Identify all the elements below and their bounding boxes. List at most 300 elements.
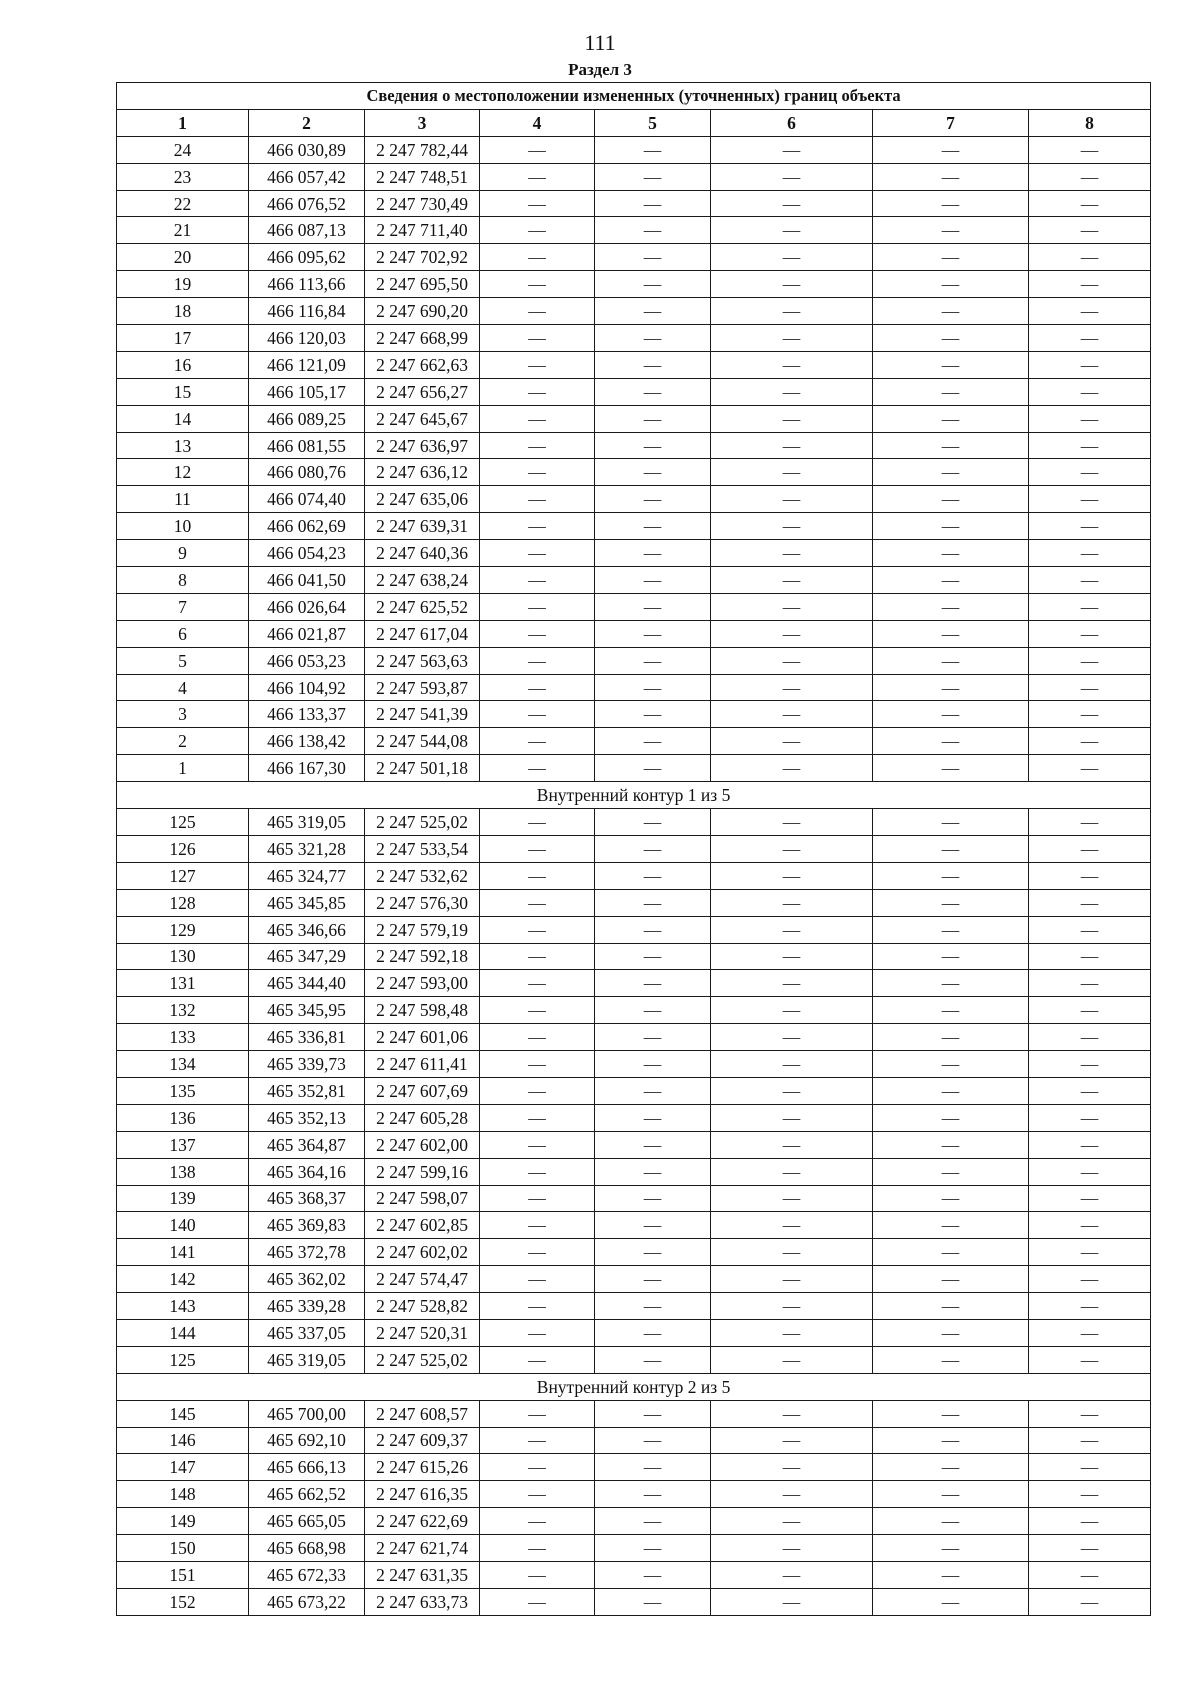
empty-value-cell: — <box>1029 1508 1151 1535</box>
empty-value-cell: — <box>711 997 873 1024</box>
table-row <box>117 271 1151 298</box>
empty-value-cell: — <box>1029 1239 1151 1266</box>
y-coordinate-cell: 2 247 782,44 <box>365 136 480 163</box>
empty-value-cell: — <box>1029 728 1151 755</box>
empty-value-cell: — <box>873 190 1029 217</box>
empty-value-cell: — <box>711 862 873 889</box>
empty-value-cell: — <box>595 620 711 647</box>
empty-value-cell: — <box>480 378 595 405</box>
point-number-cell: 152 <box>117 1588 249 1615</box>
empty-value-cell: — <box>595 513 711 540</box>
empty-value-cell: — <box>873 486 1029 513</box>
y-coordinate-cell: 2 247 616,35 <box>365 1481 480 1508</box>
empty-value-cell: — <box>480 298 595 325</box>
y-coordinate-cell: 2 247 501,18 <box>365 755 480 782</box>
empty-value-cell: — <box>711 405 873 432</box>
y-coordinate-cell: 2 247 563,63 <box>365 647 480 674</box>
point-number-cell: 137 <box>117 1131 249 1158</box>
x-coordinate-cell: 465 324,77 <box>249 862 365 889</box>
empty-value-cell: — <box>873 1239 1029 1266</box>
empty-value-cell: — <box>873 1481 1029 1508</box>
empty-value-cell: — <box>711 1239 873 1266</box>
empty-value-cell: — <box>1029 1266 1151 1293</box>
empty-value-cell: — <box>480 432 595 459</box>
empty-value-cell: — <box>480 674 595 701</box>
empty-value-cell: — <box>873 1266 1029 1293</box>
table-row <box>117 593 1151 620</box>
y-coordinate-cell: 2 247 690,20 <box>365 298 480 325</box>
empty-value-cell: — <box>595 1131 711 1158</box>
x-coordinate-cell: 466 104,92 <box>249 674 365 701</box>
empty-value-cell: — <box>480 1400 595 1427</box>
x-coordinate-cell: 466 076,52 <box>249 190 365 217</box>
table-row <box>117 1239 1151 1266</box>
point-number-cell: 142 <box>117 1266 249 1293</box>
empty-value-cell: — <box>480 889 595 916</box>
table-body <box>117 136 1151 1615</box>
table-row <box>117 405 1151 432</box>
point-number-cell: 144 <box>117 1319 249 1346</box>
contour-row <box>117 782 1151 809</box>
empty-value-cell: — <box>595 1346 711 1373</box>
section-title: Раздел 3 <box>568 60 632 79</box>
empty-value-cell: — <box>1029 378 1151 405</box>
empty-value-cell: — <box>873 136 1029 163</box>
empty-value-cell: — <box>873 1319 1029 1346</box>
empty-value-cell: — <box>711 432 873 459</box>
table-row <box>117 970 1151 997</box>
table-row <box>117 1131 1151 1158</box>
point-number-cell: 11 <box>117 486 249 513</box>
empty-value-cell: — <box>595 1239 711 1266</box>
table-row <box>117 217 1151 244</box>
contour-label: Внутренний контур 1 из 5 <box>117 782 1151 809</box>
empty-value-cell: — <box>1029 217 1151 244</box>
empty-value-cell: — <box>711 1104 873 1131</box>
empty-value-cell: — <box>873 943 1029 970</box>
empty-value-cell: — <box>873 244 1029 271</box>
empty-value-cell: — <box>873 217 1029 244</box>
table-row <box>117 1024 1151 1051</box>
empty-value-cell: — <box>480 1561 595 1588</box>
table-row <box>117 1266 1151 1293</box>
table-row <box>117 298 1151 325</box>
empty-value-cell: — <box>595 217 711 244</box>
table-row <box>117 1427 1151 1454</box>
empty-value-cell: — <box>873 674 1029 701</box>
empty-value-cell: — <box>1029 163 1151 190</box>
y-coordinate-cell: 2 247 695,50 <box>365 271 480 298</box>
point-number-cell: 13 <box>117 432 249 459</box>
page-number: 111 <box>584 30 616 55</box>
empty-value-cell: — <box>711 513 873 540</box>
empty-value-cell: — <box>873 513 1029 540</box>
empty-value-cell: — <box>595 325 711 352</box>
y-coordinate-cell: 2 247 711,40 <box>365 217 480 244</box>
empty-value-cell: — <box>711 1293 873 1320</box>
empty-value-cell: — <box>480 997 595 1024</box>
empty-value-cell: — <box>711 1212 873 1239</box>
empty-value-cell: — <box>480 1454 595 1481</box>
y-coordinate-cell: 2 247 601,06 <box>365 1024 480 1051</box>
y-coordinate-cell: 2 247 635,06 <box>365 486 480 513</box>
empty-value-cell: — <box>595 1077 711 1104</box>
empty-value-cell: — <box>1029 1588 1151 1615</box>
empty-value-cell: — <box>711 298 873 325</box>
empty-value-cell: — <box>873 1454 1029 1481</box>
empty-value-cell: — <box>480 728 595 755</box>
empty-value-cell: — <box>1029 567 1151 594</box>
x-coordinate-cell: 466 105,17 <box>249 378 365 405</box>
y-coordinate-cell: 2 247 636,97 <box>365 432 480 459</box>
empty-value-cell: — <box>595 1508 711 1535</box>
table-row <box>117 1212 1151 1239</box>
table-row <box>117 1319 1151 1346</box>
empty-value-cell: — <box>1029 916 1151 943</box>
empty-value-cell: — <box>480 1508 595 1535</box>
empty-value-cell: — <box>1029 432 1151 459</box>
empty-value-cell: — <box>711 674 873 701</box>
empty-value-cell: — <box>711 1158 873 1185</box>
column-header-4: 4 <box>480 109 595 136</box>
table-row <box>117 1588 1151 1615</box>
empty-value-cell: — <box>1029 405 1151 432</box>
point-number-cell: 2 <box>117 728 249 755</box>
empty-value-cell: — <box>1029 1346 1151 1373</box>
empty-value-cell: — <box>480 1158 595 1185</box>
empty-value-cell: — <box>873 997 1029 1024</box>
y-coordinate-cell: 2 247 638,24 <box>365 567 480 594</box>
x-coordinate-cell: 466 026,64 <box>249 593 365 620</box>
empty-value-cell: — <box>480 970 595 997</box>
empty-value-cell: — <box>711 136 873 163</box>
empty-value-cell: — <box>873 1293 1029 1320</box>
empty-value-cell: — <box>873 1051 1029 1078</box>
x-coordinate-cell: 466 116,84 <box>249 298 365 325</box>
empty-value-cell: — <box>711 1588 873 1615</box>
y-coordinate-cell: 2 247 611,41 <box>365 1051 480 1078</box>
empty-value-cell: — <box>873 889 1029 916</box>
empty-value-cell: — <box>595 701 711 728</box>
empty-value-cell: — <box>595 647 711 674</box>
header-row <box>117 109 1151 136</box>
empty-value-cell: — <box>711 271 873 298</box>
empty-value-cell: — <box>711 620 873 647</box>
empty-value-cell: — <box>480 217 595 244</box>
empty-value-cell: — <box>595 889 711 916</box>
table-row <box>117 432 1151 459</box>
empty-value-cell: — <box>480 513 595 540</box>
empty-value-cell: — <box>480 755 595 782</box>
x-coordinate-cell: 465 666,13 <box>249 1454 365 1481</box>
table-row <box>117 1158 1151 1185</box>
column-header-3: 3 <box>365 109 480 136</box>
point-number-cell: 17 <box>117 325 249 352</box>
y-coordinate-cell: 2 247 528,82 <box>365 1293 480 1320</box>
point-number-cell: 9 <box>117 540 249 567</box>
table-caption: Сведения о местоположении измененных (уточненных) границ объекта <box>117 83 1151 110</box>
empty-value-cell: — <box>711 1051 873 1078</box>
empty-value-cell: — <box>873 298 1029 325</box>
point-number-cell: 136 <box>117 1104 249 1131</box>
y-coordinate-cell: 2 247 639,31 <box>365 513 480 540</box>
empty-value-cell: — <box>873 701 1029 728</box>
table-row <box>117 701 1151 728</box>
empty-value-cell: — <box>595 378 711 405</box>
empty-value-cell: — <box>595 163 711 190</box>
table-row <box>117 513 1151 540</box>
column-header-6: 6 <box>711 109 873 136</box>
empty-value-cell: — <box>1029 513 1151 540</box>
empty-value-cell: — <box>1029 1051 1151 1078</box>
empty-value-cell: — <box>595 298 711 325</box>
empty-value-cell: — <box>1029 271 1151 298</box>
table-row <box>117 889 1151 916</box>
y-coordinate-cell: 2 247 608,57 <box>365 1400 480 1427</box>
y-coordinate-cell: 2 247 525,02 <box>365 809 480 836</box>
x-coordinate-cell: 466 121,09 <box>249 351 365 378</box>
empty-value-cell: — <box>480 325 595 352</box>
empty-value-cell: — <box>595 916 711 943</box>
empty-value-cell: — <box>873 970 1029 997</box>
empty-value-cell: — <box>595 970 711 997</box>
x-coordinate-cell: 466 062,69 <box>249 513 365 540</box>
point-number-cell: 130 <box>117 943 249 970</box>
empty-value-cell: — <box>711 916 873 943</box>
empty-value-cell: — <box>1029 1427 1151 1454</box>
x-coordinate-cell: 466 087,13 <box>249 217 365 244</box>
empty-value-cell: — <box>1029 1131 1151 1158</box>
point-number-cell: 6 <box>117 620 249 647</box>
empty-value-cell: — <box>711 1561 873 1588</box>
point-number-cell: 139 <box>117 1185 249 1212</box>
x-coordinate-cell: 465 319,05 <box>249 809 365 836</box>
empty-value-cell: — <box>873 271 1029 298</box>
empty-value-cell: — <box>711 593 873 620</box>
table-row <box>117 190 1151 217</box>
empty-value-cell: — <box>595 1212 711 1239</box>
y-coordinate-cell: 2 247 662,63 <box>365 351 480 378</box>
x-coordinate-cell: 465 319,05 <box>249 1346 365 1373</box>
empty-value-cell: — <box>711 163 873 190</box>
empty-value-cell: — <box>480 1212 595 1239</box>
table-row <box>117 1561 1151 1588</box>
empty-value-cell: — <box>595 593 711 620</box>
x-coordinate-cell: 465 339,73 <box>249 1051 365 1078</box>
table-row <box>117 755 1151 782</box>
empty-value-cell: — <box>595 1588 711 1615</box>
empty-value-cell: — <box>873 1346 1029 1373</box>
y-coordinate-cell: 2 247 645,67 <box>365 405 480 432</box>
point-number-cell: 133 <box>117 1024 249 1051</box>
point-number-cell: 129 <box>117 916 249 943</box>
point-number-cell: 20 <box>117 244 249 271</box>
empty-value-cell: — <box>873 1588 1029 1615</box>
empty-value-cell: — <box>1029 540 1151 567</box>
point-number-cell: 131 <box>117 970 249 997</box>
empty-value-cell: — <box>1029 1400 1151 1427</box>
empty-value-cell: — <box>595 755 711 782</box>
x-coordinate-cell: 465 345,85 <box>249 889 365 916</box>
y-coordinate-cell: 2 247 593,00 <box>365 970 480 997</box>
x-coordinate-cell: 466 080,76 <box>249 459 365 486</box>
y-coordinate-cell: 2 247 609,37 <box>365 1427 480 1454</box>
empty-value-cell: — <box>480 862 595 889</box>
table-row <box>117 1535 1151 1562</box>
empty-value-cell: — <box>1029 325 1151 352</box>
empty-value-cell: — <box>1029 190 1151 217</box>
empty-value-cell: — <box>480 540 595 567</box>
empty-value-cell: — <box>480 647 595 674</box>
empty-value-cell: — <box>595 136 711 163</box>
point-number-cell: 24 <box>117 136 249 163</box>
contour-label: Внутренний контур 2 из 5 <box>117 1373 1151 1400</box>
y-coordinate-cell: 2 247 602,85 <box>365 1212 480 1239</box>
empty-value-cell: — <box>711 1024 873 1051</box>
empty-value-cell: — <box>873 405 1029 432</box>
table-row <box>117 916 1151 943</box>
column-header-1: 1 <box>117 109 249 136</box>
empty-value-cell: — <box>480 1481 595 1508</box>
empty-value-cell: — <box>595 244 711 271</box>
empty-value-cell: — <box>1029 970 1151 997</box>
y-coordinate-cell: 2 247 574,47 <box>365 1266 480 1293</box>
empty-value-cell: — <box>873 1508 1029 1535</box>
y-coordinate-cell: 2 247 730,49 <box>365 190 480 217</box>
empty-value-cell: — <box>711 1346 873 1373</box>
table-row <box>117 1293 1151 1320</box>
y-coordinate-cell: 2 247 640,36 <box>365 540 480 567</box>
empty-value-cell: — <box>595 997 711 1024</box>
table-row <box>117 1481 1151 1508</box>
empty-value-cell: — <box>1029 620 1151 647</box>
y-coordinate-cell: 2 247 599,16 <box>365 1158 480 1185</box>
empty-value-cell: — <box>711 351 873 378</box>
y-coordinate-cell: 2 247 544,08 <box>365 728 480 755</box>
empty-value-cell: — <box>480 943 595 970</box>
empty-value-cell: — <box>480 405 595 432</box>
table-row <box>117 1508 1151 1535</box>
table-row <box>117 809 1151 836</box>
x-coordinate-cell: 466 074,40 <box>249 486 365 513</box>
empty-value-cell: — <box>480 163 595 190</box>
empty-value-cell: — <box>873 351 1029 378</box>
empty-value-cell: — <box>873 1077 1029 1104</box>
point-number-cell: 147 <box>117 1454 249 1481</box>
x-coordinate-cell: 465 321,28 <box>249 835 365 862</box>
point-number-cell: 4 <box>117 674 249 701</box>
table-row <box>117 728 1151 755</box>
x-coordinate-cell: 466 113,66 <box>249 271 365 298</box>
empty-value-cell: — <box>711 701 873 728</box>
empty-value-cell: — <box>711 567 873 594</box>
empty-value-cell: — <box>873 432 1029 459</box>
empty-value-cell: — <box>595 1481 711 1508</box>
empty-value-cell: — <box>480 593 595 620</box>
point-number-cell: 149 <box>117 1508 249 1535</box>
y-coordinate-cell: 2 247 631,35 <box>365 1561 480 1588</box>
point-number-cell: 127 <box>117 862 249 889</box>
y-coordinate-cell: 2 247 592,18 <box>365 943 480 970</box>
x-coordinate-cell: 465 364,87 <box>249 1131 365 1158</box>
empty-value-cell: — <box>873 620 1029 647</box>
empty-value-cell: — <box>873 809 1029 836</box>
empty-value-cell: — <box>873 1104 1029 1131</box>
empty-value-cell: — <box>1029 1024 1151 1051</box>
empty-value-cell: — <box>711 1508 873 1535</box>
point-number-cell: 151 <box>117 1561 249 1588</box>
table-row <box>117 486 1151 513</box>
point-number-cell: 1 <box>117 755 249 782</box>
table-row <box>117 862 1151 889</box>
empty-value-cell: — <box>711 1535 873 1562</box>
table-row <box>117 1104 1151 1131</box>
empty-value-cell: — <box>595 835 711 862</box>
empty-value-cell: — <box>595 728 711 755</box>
empty-value-cell: — <box>595 1158 711 1185</box>
empty-value-cell: — <box>1029 647 1151 674</box>
x-coordinate-cell: 465 352,13 <box>249 1104 365 1131</box>
empty-value-cell: — <box>1029 1454 1151 1481</box>
empty-value-cell: — <box>1029 1561 1151 1588</box>
point-number-cell: 19 <box>117 271 249 298</box>
y-coordinate-cell: 2 247 656,27 <box>365 378 480 405</box>
x-coordinate-cell: 465 668,98 <box>249 1535 365 1562</box>
y-coordinate-cell: 2 247 748,51 <box>365 163 480 190</box>
empty-value-cell: — <box>1029 244 1151 271</box>
empty-value-cell: — <box>711 378 873 405</box>
x-coordinate-cell: 465 692,10 <box>249 1427 365 1454</box>
x-coordinate-cell: 465 337,05 <box>249 1319 365 1346</box>
y-coordinate-cell: 2 247 593,87 <box>365 674 480 701</box>
empty-value-cell: — <box>873 163 1029 190</box>
x-coordinate-cell: 465 368,37 <box>249 1185 365 1212</box>
y-coordinate-cell: 2 247 525,02 <box>365 1346 480 1373</box>
y-coordinate-cell: 2 247 602,02 <box>365 1239 480 1266</box>
y-coordinate-cell: 2 247 607,69 <box>365 1077 480 1104</box>
empty-value-cell: — <box>480 1535 595 1562</box>
x-coordinate-cell: 465 369,83 <box>249 1212 365 1239</box>
y-coordinate-cell: 2 247 598,07 <box>365 1185 480 1212</box>
empty-value-cell: — <box>711 1131 873 1158</box>
x-coordinate-cell: 465 364,16 <box>249 1158 365 1185</box>
column-header-5: 5 <box>595 109 711 136</box>
y-coordinate-cell: 2 247 576,30 <box>365 889 480 916</box>
empty-value-cell: — <box>873 593 1029 620</box>
y-coordinate-cell: 2 247 602,00 <box>365 1131 480 1158</box>
empty-value-cell: — <box>1029 593 1151 620</box>
empty-value-cell: — <box>595 567 711 594</box>
y-coordinate-cell: 2 247 579,19 <box>365 916 480 943</box>
empty-value-cell: — <box>595 271 711 298</box>
empty-value-cell: — <box>1029 674 1151 701</box>
x-coordinate-cell: 466 095,62 <box>249 244 365 271</box>
empty-value-cell: — <box>873 1427 1029 1454</box>
x-coordinate-cell: 466 081,55 <box>249 432 365 459</box>
empty-value-cell: — <box>711 217 873 244</box>
point-number-cell: 18 <box>117 298 249 325</box>
coordinates-table <box>116 82 1151 1616</box>
empty-value-cell: — <box>1029 298 1151 325</box>
empty-value-cell: — <box>595 862 711 889</box>
empty-value-cell: — <box>1029 1212 1151 1239</box>
empty-value-cell: — <box>1029 862 1151 889</box>
empty-value-cell: — <box>711 1185 873 1212</box>
table-row <box>117 325 1151 352</box>
point-number-cell: 132 <box>117 997 249 1024</box>
x-coordinate-cell: 466 167,30 <box>249 755 365 782</box>
empty-value-cell: — <box>873 916 1029 943</box>
